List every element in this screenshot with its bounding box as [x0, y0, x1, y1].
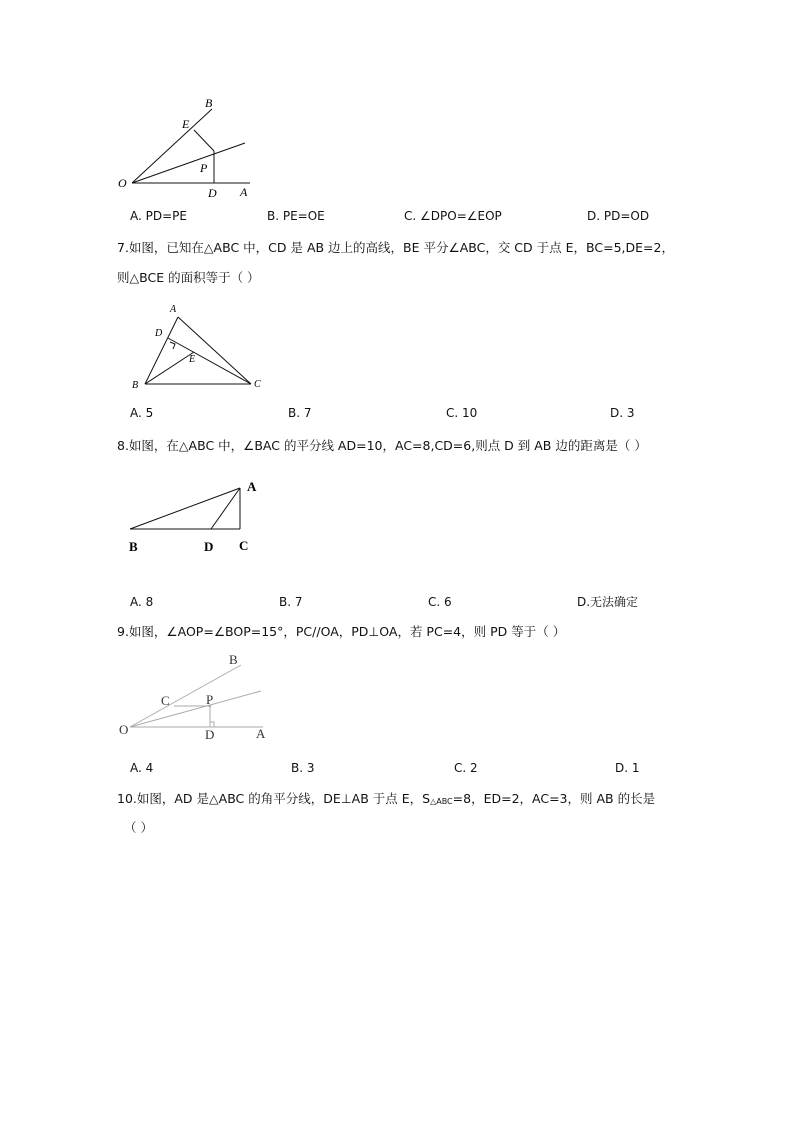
label-A: A [247, 479, 257, 494]
label-A: A [170, 304, 177, 315]
q10-stem-line1 [117, 791, 655, 810]
q10-stem-line2: （ ） [124, 820, 153, 835]
q7-stem-line1: 7.如图，已知在△ABC 中，CD 是 AB 边上的高线，BE 平分∠ABC，交 CD 于点 E，BC=5,DE=2， [117, 240, 674, 255]
q8-option-a[interactable]: A. 8 [130, 595, 154, 609]
label-C: C [239, 538, 249, 553]
q8-stem-line1: 8.如图，在△ABC 中，∠BAC 的平分线 AD=10，AC=8,CD=6,则点 D 到 AB 边的距离是（ ） [117, 438, 647, 453]
q10-stem-pre: 10.如图，AD 是△ABC 的角平分线，DE⊥AB 于点 E，S [117, 791, 431, 806]
q7-option-b[interactable]: B. 7 [288, 406, 312, 420]
q10-stem-sub: △ABC [430, 797, 453, 806]
figure-q9 [115, 648, 280, 748]
label-A: A [240, 185, 248, 199]
label-D: D [155, 328, 163, 339]
label-P: P [200, 161, 208, 175]
label-C: C [254, 379, 261, 390]
figure-q8 [120, 473, 270, 558]
figure-q7 [125, 298, 275, 398]
q10-stem-post: =8，ED=2，AC=3，则 AB 的长是 [452, 791, 656, 806]
label-B: B [132, 380, 139, 391]
label-E: E [182, 117, 190, 131]
q8-option-d[interactable]: D.无法确定 [577, 595, 639, 609]
figure-q6 [110, 92, 270, 204]
label-B: B [129, 539, 138, 554]
label-E: E [189, 354, 196, 365]
q6-option-d[interactable]: D. PD=OD [587, 209, 650, 223]
q7-stem-line2: 则△BCE 的面积等于（ ） [117, 270, 260, 285]
q8-option-b[interactable]: B. 7 [279, 595, 303, 609]
q7-option-c[interactable]: C. 10 [446, 406, 478, 420]
label-D: D [204, 539, 214, 554]
q6-option-b[interactable]: B. PE=OE [267, 209, 325, 223]
label-B: B [205, 96, 213, 110]
label-O: O [119, 722, 129, 737]
q9-stem-line1: 9.如图，∠AOP=∠BOP=15°，PC//OA，PD⊥OA，若 PC=4，则 PD 等于（ ） [117, 624, 566, 639]
label-O: O [118, 176, 127, 190]
q9-option-b[interactable]: B. 3 [291, 761, 315, 775]
q9-option-c[interactable]: C. 2 [454, 761, 478, 775]
label-C: C [161, 693, 170, 708]
label-B: B [229, 652, 238, 667]
label-D: D [205, 727, 215, 742]
q6-option-a[interactable]: A. PD=PE [130, 209, 187, 223]
q7-option-a[interactable]: A. 5 [130, 406, 154, 420]
label-P: P [206, 692, 214, 707]
label-D: D [208, 186, 217, 200]
q9-option-d[interactable]: D. 1 [615, 761, 640, 775]
label-A: A [256, 726, 266, 741]
q8-option-c[interactable]: C. 6 [428, 595, 452, 609]
q6-option-c[interactable]: C. ∠DPO=∠EOP [404, 209, 502, 223]
q7-option-d[interactable]: D. 3 [610, 406, 635, 420]
q9-option-a[interactable]: A. 4 [130, 761, 154, 775]
